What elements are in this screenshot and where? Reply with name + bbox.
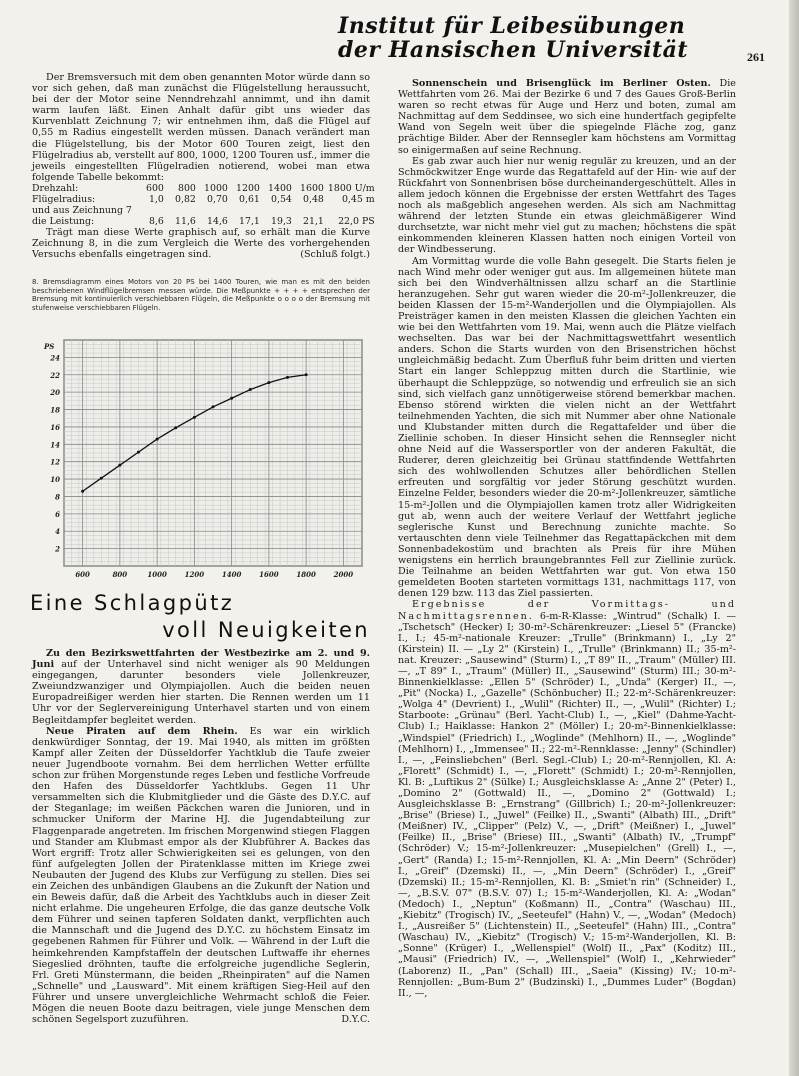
article-body xyxy=(32,648,370,1025)
values-cell: 0,70 xyxy=(207,193,228,205)
values-cell: 1800 U/m xyxy=(327,182,375,194)
values-cell xyxy=(200,205,232,216)
y-tick-label: 2 xyxy=(55,544,60,554)
y-tick-label: 4 xyxy=(55,527,60,537)
conditions-paragraph: Es gab zwar auch hier nur wenig regulär zu kreuzen, und an der Schmöckwitzer Enge wurde das Regattafeld auf der Hin- wie auf der Rückfahrt von Sonnenbrisen böse durcheinandergeschüttelt. Alles in allem jedoch können die Ergebnisse der ersten Wettfahrt des Tages noch als maßgeblich angesehen werden. Als sich am Nachmittag während der letzten Stunde ein etwas gleichmäßigerer Wind durchsetzte, war nicht mehr viel gut zu machen; höchstens die spät einkommenden kleineren Klassen hatten noch einigen Vorteil von der Windbesserung. xyxy=(398,155,736,256)
brake-diagram-chart xyxy=(30,336,370,582)
values-cell: 8,6 xyxy=(148,215,164,227)
values-cell: 19,3 xyxy=(271,215,292,227)
measurement-point xyxy=(100,477,103,480)
measurement-point xyxy=(230,397,233,400)
left-column-text xyxy=(32,72,375,261)
values-cell xyxy=(232,205,264,216)
chart-svg xyxy=(30,336,370,582)
values-cell: 0,54 xyxy=(271,193,292,205)
results-title: Ergebnisse der Vormittags- und Nachmittagsrennen. xyxy=(398,599,736,622)
values-cell: 0,45 m xyxy=(341,193,375,205)
values-cell xyxy=(264,205,296,216)
values-cell: 1200 xyxy=(236,182,260,194)
y-tick-label: 14 xyxy=(50,440,60,450)
values-cell xyxy=(296,205,328,216)
berlin-races-text: Die Wettfahrten vom 26. Mai der Bezirke 6 und 7 des Gaues Groß-Berlin waren so recht etwas für Auge und Herz und boten, zumal am Nachmittag auf dem Seddinsee, wo sich eine hundertfach gegipfelte Wand von Segeln weit über die spiegelnde Fläche zog, ganz prächtige Bilder. Aber der Rennsegler kam höchstens am Vormittag so einigermaßen auf seine Rechnung. xyxy=(398,78,736,156)
results-paragraph xyxy=(398,599,736,998)
measurement-point xyxy=(81,490,84,493)
values-cell xyxy=(168,205,200,216)
x-tick-label: 1000 xyxy=(147,570,167,579)
morning-race-paragraph: Am Vormittag wurde die volle Bahn gesegelt. Die Starts fielen je nach Wind mehr oder weniger gut aus. Im allgemeinen hütete man sich bei den Windverhältnissen allzu scharf an die Startlinie heranzugehen. Sehr gut waren wieder die 20-m²-Jollenkreuzer, die beiden Klassen der 15-m²-Wanderjollen und die Olympiajollen. Als Preisträger kamen in den meisten Klassen die gleichen Yachten ein wie bei den Wettfahrten vom 19. Mai, wenn auch die Plätze vielfach wechselten. Das war bei der Nachmittagswettfahrt wesentlich anders. Schon die Starts wurden von den Brisenstrichen höchst ungleichmäßig bedacht. Zum Überfluß fuhr beim dritten und vierten Start ein langer Schleppzug mitten durch die Startlinie, wie überhaupt die Schleppzüge, so notwendig und erfreulich sie an sich sind, sich vielfach ganz unnötigerweise störend bemerkbar machen. Ebenso störend wirkten die vielen nicht an der Wettfahrt teilnehmenden Yachten, die sich mit Nummer aber ohne Nationale und Klubstander mitten durch die Regattafelder und über die Ziellinie schoben. In dieser Hinsicht sehen die Rennsegler nicht ohne Neid auf die Wassersportler von der anderen Fakultät, die Ruderer, deren gleichzeitig bei Grünau stattfindende Wettfahrten sich des wohlwollenden Schutzes aller behördlichen Stellen erfreuten und sorgfältig vor jeder Störung geschützt wurden. Einzelne Felder, besonders wieder die 20-m²-Jollenkreuzer, sämtliche 15-m²-Jollen und die Olympiajollen kamen trotz aller Widrigkeiten gut ab, wenn auch der weitere Verlauf der Wettfahrt jegliche seglerische Kunst und Berechnung zunichte machte. So vertauschten denn viele Teilnehmer das Regattapäckchen mit dem Sonnenbadekostüm und brachten als Preis für ihre Mühen wenigstens ein herrlich braungebranntes Fell zur Ziellinie zurück. Die Teilnahme an beiden Wettfahrten war gut. Von etwa 150 gemeldeten Booten starteten vormittags 131, nachmittags 117, von denen 129 bzw. 113 das Ziel passierten. xyxy=(398,255,736,600)
values-cell: 0,48 xyxy=(303,193,324,205)
values-cell: 0,61 xyxy=(239,193,260,205)
x-tick-label: 1200 xyxy=(184,570,205,579)
x-tick-label: 800 xyxy=(112,570,128,579)
page-edge-shadow xyxy=(789,0,799,1076)
new-pirates-paragraph xyxy=(32,726,370,1026)
x-tick-label: 1600 xyxy=(259,570,279,579)
y-tick-label: 24 xyxy=(50,353,60,363)
values-cell: 800 xyxy=(177,182,196,194)
berlin-races-title: Sonnenschein und Brisenglück im Berliner Osten. xyxy=(412,78,711,89)
values-cell: 11,6 xyxy=(175,215,196,227)
values-table-row xyxy=(32,216,379,227)
values-row-label: Drehzahl: xyxy=(32,182,79,194)
values-cell: 14,6 xyxy=(207,215,228,227)
x-tick-label: 1800 xyxy=(296,570,316,579)
brake-test-paragraph: Der Bremsversuch mit dem oben genannten Motor würde dann so vor sich gehen, daß man zunächst die Flügelstellung heraussucht, bei der der Motor seine Nenndrehzahl annimmt, und ihn damit warm laufen läßt. Einen Anhalt dafür gibt uns wieder das Kurvenblatt Zeichnung 7; wir entnehmen ihm, daß die Flügel auf 0,55 m Radius eingestellt werden müssen. Danach verändert man die Flügelstellung, bis der Motor 600 Touren zeigt, liest den Flügelradius ab, verstellt auf 800, 1000, 1200 Touren usf., immer die jeweils eingestellten Flügelradien notierend, wobei man etwa folgende Tabelle bekommt: xyxy=(32,72,370,183)
values-cell: 600 xyxy=(145,182,164,194)
new-pirates-text: Es war ein wirklich denkwürdiger Sonntag, der 19. Mai 1940, als mitten im größten Kampf aller Zeiten der Düsseldorfer Yachtklub die Taufe zweier neuer Jugendboote vornahm. Bei dem herrlichen Wetter erfüllte schon zur frühen Morgenstunde reges Leben und festliche Vorfreude den Hafen des Düsseldorfer Yachtklubs. Gegen 11 Uhr versammelten sich die Klubmitglieder und die Gäste des D.Y.C. auf der Steganlage; im weißen Päckchen waren die Junioren, und in schmucker Uniform der Marine HJ. die Jugendabteilung zur Flaggenparade angetreten. Im frischen Morgenwind stiegen Flaggen und Stander am Klubmast empor als der Klubführer A. Backes das Wort ergriff: Trotz aller Schwierigkeiten sei es gelungen, von den fünf aufgelegten Jollen der Piratenklasse mitten im Kriege zwei Neubauten der Jugend des Klubs zur Verfügung zu stellen. Dies sei ein Zeichen des unbändigen Glaubens an die Zukunft der Nation und ein Beweis dafür, daß die Arbeit des Yachtklubs auch in dieser Zeit nicht erlahme. Die ungeheuren Erfolge, die das ganze deutsche Volk dem Führer und seinen tapferen Soldaten dankt, verpflichten auch die Mannschaft und die Jugend des D.Y.C. zu höchstem Einsatz im gegebenen Rahmen für Führer und Volk. — Während in der Luft die heimkehrenden Kampfstaffeln der deutschen Luftwaffe ihr ehernes Siegeslied dröhnten, taufte die erfolgreiche jugendliche Seglerin, Frl. Greti Münstermann, die beiden „Rheinpiraten" auf die Namen „Schnelle" und „Lausward". Mit einem kräftigen Sieg-Heil auf den Führer und unsere unvergleichliche Wehrmacht schloß die Feier. Mögen die neuen Boote dazu beitragen, viele junge Menschen dem schönen Segelsport zuzuführen. xyxy=(32,725,370,1026)
values-cell: 1400 xyxy=(268,182,292,194)
values-cell: 1,0 xyxy=(148,193,164,205)
values-cell xyxy=(328,205,379,216)
to-be-continued: (Schluß folgt.) xyxy=(300,249,370,261)
berlin-races-paragraph xyxy=(398,78,736,156)
stamp-line-2: der Hansischen Universität xyxy=(338,37,689,63)
x-tick-label: 600 xyxy=(75,570,90,579)
x-tick-label: 1400 xyxy=(221,570,242,579)
measurement-point xyxy=(156,438,159,441)
values-row-label: die Leistung: xyxy=(32,215,95,227)
y-axis-label: PS xyxy=(44,342,55,351)
headline-line-1: Eine Schlagpütz xyxy=(30,591,235,615)
measurement-point xyxy=(137,451,140,454)
values-row-label: und aus Zeichnung 7 xyxy=(32,204,132,216)
curve-paragraph xyxy=(32,227,370,260)
y-tick-label: 18 xyxy=(50,405,60,415)
values-cell: 1000 xyxy=(204,182,228,194)
x-tick-label: 2000 xyxy=(333,570,354,579)
district-races-title: Zu den Bezirkswettfahrten der Westbezirke am 2. und 9. Juni xyxy=(32,648,370,671)
figure-caption: 8. Bremsdiagramm eines Motors von 20 PS bei 1400 Touren, wie man es mit den beiden beschriebenen Windflügelbremsen messen würde. Die Meßpunkte + + + + entsprechen der Bremsung mit kontinuierlich verschiebbaren Flügeln, die Meßpunkte o o o o der Bremsung mit stufenweise verschiebbaren Flügeln. xyxy=(32,278,370,312)
new-pirates-title: Neue Piraten auf dem Rhein. xyxy=(46,725,238,737)
article-headline xyxy=(30,590,370,644)
y-tick-label: 22 xyxy=(50,370,60,380)
measurement-point xyxy=(118,464,121,467)
y-tick-label: 8 xyxy=(55,492,60,502)
values-cell: 22,0 PS xyxy=(338,215,375,227)
values-cell: 21,1 xyxy=(303,215,324,227)
results-text: 6-m-R-Klasse: „Wintrud" (Schalk) I. — „Tschetsch" (Hecker) I; 30-m²-Schärenkreuzer: „Liesel 5" (Francke) I., I.; 45-m²-nationale Kreuzer: „Trulle" (Brinkmann) I., „Ly 2" (Kirstein) II. — „Ly 2" (Kirstein) I., „Trulle" (Brinkmann) II.; 35-m²-nat. Kreuzer: „Sausewind" (Sturm) I., „T 89" II., „Traum" (Müller) III. —, „T 89" I., „Traum" (Müller) II., „Sausewind" (Sturm) III.; 30-m²-Binnenkielklasse: „Ellen 5" (Schröder) I., „Unda" (Kerger) II., —, „Pit" (Nocka) I., „Gazelle" (Schönbucher) II.; 22-m²-Schärenkreuzer: „Wolga 4" (Devrient) I., „Wulil" (Richter) II., —, „Wulil" (Richter) I.; Starboote: „Grünau" (Berl. Yacht-Club) I., —, „Kiel" (Dahme-Yacht-Club) I.; Haiklasse: Hankon 2" (Möller) I.; 20-m²-Binnenkielklasse: „Windspiel" (Friedrich) I., „Woglinde" (Mehlhorn) II., —, „Woglinde" (Mehlhorn) I., „Immensee" II.; 22-m²-Rennklasse: „Jenny" (Schindler) I., —, „Feinsliebchen" (Berl. Segl.-Club) I.; 20-m²-Rennjollen, Kl. A: „Florett" (Schmidt) I., —, „Florett" (Schmidt) I.; 20-m²-Rennjollen, Kl. B: „Luftikus 2" (Sülke) I.; Ausgleichsklasse A: „Anne 2" (Peter) I., „Domino 2" (Gottwald) II., —, „Domino 2" (Gottwald) I.; Ausgleichsklasse B: „Ernstrang" (Gillbrich) I.; 20-m²-Jollenkreuzer: „Brise" (Briese) I., „Juwel" (Feilke) II., „Swanti" (Albath) III., „Drift" (Meißner) IV., „Clipper" (Pelz) V., —, „Drift" (Meißner) I., „Juwel" (Feilke) II., „Brise" (Briese) III., „Swanti" (Albath) IV., „Trumpf" (Schröder) V.; 15-m²-Jollenkreuzer: „Musepielchen" (Grell) I., —, „Gert" (Randa) I.; 15-m²-Rennjollen, Kl. A: „Min Deern" (Schröder) I., „Greif" (Dzemski) II., —, „Min Deern" (Schröder) I., „Greif" (Dzemski) II.; 15-m²-Rennjollen, Kl. B: „Smiet'n rin" (Schneider) I., —, „B.S.V. 07" (B.S.V. 07) I.; 15-m²-Wanderjollen, Kl. A: „Wodan" (Medoch) I., „Neptun" (Koßmann) II., „Contra" (Waschau) III., „Kiebitz" (Trogisch) IV., „Seeteufel" (Hahn) V., —, „Wodan" (Medoch) I., „Ausreißer 5" (Lichtenstein) II., „Seeteufel" (Hahn) III., „Contra" (Waschau) IV., „Kiebitz" (Trogisch) V.; 15-m²-Wanderjollen, Kl. B: „Sonne" (Krüger) I., „Wellenspiel" (Wolf) II., „Pax" (Koditz) III., „Mausi" (Friedrich) IV., —, „Wellenspiel" (Wolf) I., „Kehrwieder" (Laborenz) II., „Pan" (Schall) III., „Saeia" (Kissing) IV.; 10-m²-Rennjollen: „Bum-Bum 2" (Budzinski) I., „Dummes Luder" (Bogdan) II., —, xyxy=(398,610,736,999)
y-tick-label: 20 xyxy=(50,388,60,398)
values-table-row xyxy=(32,194,379,205)
y-tick-label: 10 xyxy=(50,475,60,485)
values-cell: 17,1 xyxy=(239,215,260,227)
right-column-text xyxy=(398,78,736,999)
measurement-point xyxy=(174,426,177,429)
measurement-point xyxy=(249,388,252,391)
measurement-point xyxy=(193,416,196,419)
values-cell: 0,82 xyxy=(175,193,196,205)
headline-line-2: voll Neuigkeiten xyxy=(162,618,370,642)
measurement-point xyxy=(212,405,215,408)
y-tick-label: 12 xyxy=(50,457,60,467)
measurement-point xyxy=(305,373,308,376)
y-tick-label: 6 xyxy=(55,509,60,519)
values-table-row xyxy=(32,183,379,194)
district-races-paragraph xyxy=(32,648,370,726)
values-row-label: Flügelradius: xyxy=(32,193,96,205)
values-cell xyxy=(136,205,168,216)
page-number: 261 xyxy=(747,50,765,64)
district-races-text: auf der Unterhavel sind nicht weniger als 90 Meldungen eingegangen, darunter besonders viele Jollenkreuzer, Zweiundzwanziger und Olympiajollen. Auch die beiden neuen Europadreißiger werden hier starten. Die Rennen werden um 11 Uhr vor der Seglervereinigung Unterhavel starten und von einem Begleitdampfer begleitet werden. xyxy=(32,659,370,726)
stamp-line-1: Institut für Leibesübungen xyxy=(338,13,686,39)
library-stamp xyxy=(338,14,768,62)
measurement-point xyxy=(286,376,289,379)
values-table-row xyxy=(32,205,379,216)
measurement-point xyxy=(267,381,270,384)
curve-text: Trägt man diese Werte graphisch auf, so erhält man die Kurve Zeichnung 8, in die zum Vergleich die Werte des vorhergehenden Versuchs ebenfalls eingetragen sind. xyxy=(32,226,370,261)
values-cell: 1600 xyxy=(300,182,324,194)
y-tick-label: 16 xyxy=(50,422,60,432)
article-signature: D.Y.C. xyxy=(341,1014,370,1026)
values-table xyxy=(32,183,379,227)
